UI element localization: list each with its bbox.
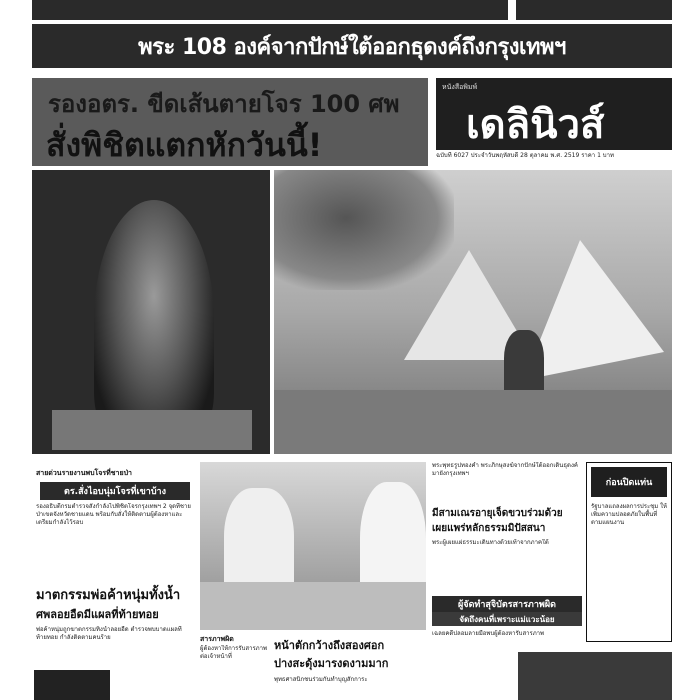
- buddha-photo: [32, 170, 270, 454]
- buddha-base: [52, 410, 252, 450]
- story-left: [36, 462, 194, 582]
- table: [200, 582, 426, 630]
- masthead: [436, 78, 672, 150]
- tree-canopy: [274, 170, 454, 290]
- story-left-body: รองอธิบดีกรมตำรวจสั่งกำลังไปพิชิตโจรกรุงเทพฯ 2 จุดที่ชายป่าเขตจังหวัดชายแดน พร้อมกับสั่งให้ติดตามผู้ต้องหาและเตรียมกำลังไว้รอบ: [36, 503, 191, 526]
- bottom-left-photo: [34, 670, 110, 700]
- sidebar: [586, 462, 672, 642]
- masthead-issue: ฉบับที่ 6027 ประจำวันพฤหัสบดี 28 ตุลาคม พ.ศ. 2519 ราคา 1 บาท: [436, 152, 614, 159]
- umbrella-tent-2: [524, 240, 664, 380]
- meeting-photo: [200, 462, 426, 630]
- story-bottom-left: [200, 634, 270, 700]
- story-mid: [36, 584, 194, 670]
- story-bottom-center-body: พุทธศาสนิกชนร่วมกันทำบุญสักการะ: [274, 676, 368, 683]
- story-mid-body: พ่อค้าหนุ่มถูกฆาตกรรมทิ้งน้ำลอยอืด ตำรวจพบบาดแผลที่ท้ายทอย กำลังติดตามคนร้าย: [36, 626, 182, 641]
- top-banner: [32, 0, 508, 20]
- story-bottom-left-kicker: สารภาพผิด: [200, 635, 234, 643]
- story-bottom-center: [274, 636, 426, 700]
- story-bottom-center-subtitle: ปางสะดุ้งมารงดงามมาก: [274, 657, 389, 670]
- sidebar-title: ก่อนปิดแท่น: [591, 467, 667, 497]
- story-right-subtitle: เผยแพร่หลักธรรมมิปัสสนา: [432, 523, 546, 534]
- monks-photo: [274, 170, 672, 454]
- masthead-name: เดลินิวส์: [466, 102, 605, 148]
- story-left-title: ตร.สั่งไอบนุ่มโจรที่เขาบ้าง: [40, 482, 190, 500]
- story-mid-subtitle: ศพลอยอืดมีแผลที่ท้ายทอย: [36, 608, 159, 621]
- story-right-body: พระพุทธรูปทองคำ พระภิกษุสงฆ์จากปักษ์ใต้ออกเดินธุดงค์มายังกรุงเทพฯ: [432, 462, 578, 477]
- story-right-body2: พระผู้เผยแผ่ธรรมะเดินทางด้วยเท้าจากภาคใต้: [432, 539, 549, 546]
- sidebar-body: รัฐบาลแถลงผลการประชุม ให้เพิ่มความปลอดภัยในพื้นที่ตามแผนงาน: [591, 503, 667, 526]
- lead-line-2: สั่งพิชิตแตกหักวันนี้!: [46, 126, 323, 164]
- story-bottom-right-subtitle: จัดถึงคนที่เพราะแม่แวะน้อย: [432, 612, 582, 626]
- headline-2: พระ 108 องค์จากปักษ์ใต้ออกธุดงค์ถึงกรุงเทพฯ: [32, 24, 672, 68]
- lead-headline: [32, 78, 428, 166]
- ground: [274, 390, 672, 454]
- lead-line-1: รองอตร. ขีดเส้นตายโจร 100 ศพ: [48, 90, 400, 118]
- story-right: [432, 462, 582, 592]
- bottom-right-photo: [518, 652, 672, 700]
- buddha-figure: [94, 200, 214, 440]
- story-bottom-center-title: หน้าตักกว้างถึงสองศอก: [274, 639, 385, 652]
- top-banner-right: [516, 0, 672, 20]
- story-bottom-right-title: ผู้จัดทำสุจิบัตรสารภาพผิด: [432, 596, 582, 612]
- story-left-kicker: สายด่วนรายงานพบโจรที่ชายป่า: [36, 469, 132, 477]
- story-bottom-left-body: ผู้ต้องหาให้การรับสารภาพต่อเจ้าหน้าที่: [200, 645, 267, 660]
- story-bottom-right-body: เฉลยคดีปลอมลายมือพบผู้ต้องหารับสารภาพ: [432, 630, 545, 637]
- story-mid-title: มาตกรรมพ่อค้าหนุ่มทั้งน้ำ: [36, 588, 181, 603]
- story-right-title: มีสามเณรอายุเจ็ดขวบร่วมด้วย: [432, 508, 563, 519]
- masthead-small: หนังสือพิมพ์: [442, 83, 478, 91]
